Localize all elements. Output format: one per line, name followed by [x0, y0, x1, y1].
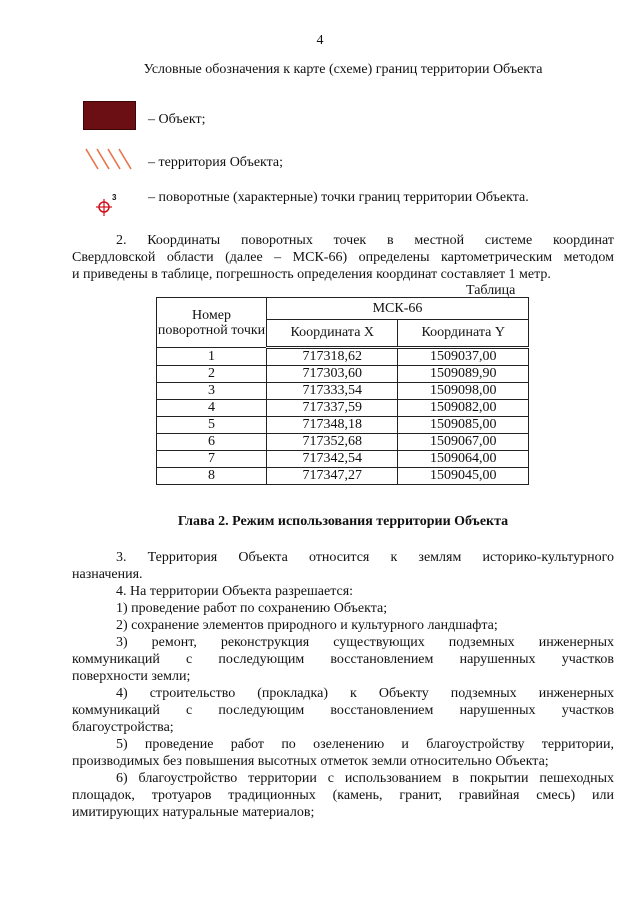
list-item-line: поверхности земли; [72, 669, 191, 684]
paragraph-line: 2. Координаты поворотных точек в местной системе координат [116, 233, 614, 248]
legend-territory-text: – территория Объекта; [148, 155, 284, 170]
col-header-y: Координата Y [398, 320, 529, 348]
cell-point-number: 7 [157, 451, 267, 468]
cell-y: 1509085,00 [398, 417, 529, 434]
list-item: 2) сохранение элементов природного и культурного ландшафта; [116, 618, 498, 633]
col-header-x: Координата X [267, 320, 398, 348]
paragraph-line: назначения. [72, 567, 143, 582]
paragraph-line: Свердловской области (далее – МСК-66) определены картометрическим методом [72, 250, 614, 265]
cell-x: 717333,54 [267, 383, 398, 400]
cell-y: 1509067,00 [398, 434, 529, 451]
coordinates-paragraph [72, 232, 614, 283]
page-number: 4 [316, 33, 324, 48]
chapter-body [72, 549, 614, 821]
paragraph-line: 4. На территории Объекта разрешается: [116, 584, 354, 599]
cell-point-number: 2 [157, 366, 267, 383]
table-row [157, 468, 529, 485]
cell-y: 1509064,00 [398, 451, 529, 468]
cell-y: 1509098,00 [398, 383, 529, 400]
list-item-line: производимых без повышения высотных отметок земли относительно Объекта; [72, 754, 549, 769]
table-row [157, 434, 529, 451]
cell-y: 1509037,00 [398, 348, 529, 366]
col-header-msk66: МСК-66 [267, 298, 529, 320]
table-row [157, 417, 529, 434]
table-row [157, 366, 529, 383]
list-item-line: площадок, тротуаров традиционных (камень, гранит, гравийная смесь) или [72, 788, 614, 803]
territory-hatch-swatch [84, 147, 138, 171]
cell-x: 717342,54 [267, 451, 398, 468]
cell-point-number: 4 [157, 400, 267, 417]
paragraph-line: 3. Территория Объекта относится к землям историко-культурного [116, 550, 614, 565]
list-item: 1) проведение работ по сохранению Объекта; [116, 601, 388, 616]
list-item: 5) проведение работ по озеленению и благоустройству территории, [116, 737, 614, 752]
turning-point-marker-icon [94, 192, 124, 218]
list-item: 3) ремонт, реконструкция существующих подземных инженерных [116, 635, 614, 650]
list-item: 4) строительство (прокладка) к Объекту подземных инженерных [116, 686, 614, 701]
cell-y: 1509045,00 [398, 468, 529, 485]
list-item-line: коммуникаций с последующим восстановлением нарушенных участков [72, 652, 614, 667]
cell-y: 1509082,00 [398, 400, 529, 417]
cell-point-number: 6 [157, 434, 267, 451]
table-row [157, 400, 529, 417]
list-item: 6) благоустройство территории с использованием в покрытии пешеходных [116, 771, 614, 786]
col-header-point-number: Номер поворотной точки [157, 298, 267, 348]
cell-x: 717348,18 [267, 417, 398, 434]
cell-x: 717347,27 [267, 468, 398, 485]
legend-title: Условные обозначения к карте (схеме) границ территории Объекта [143, 62, 543, 77]
legend-object-text: – Объект; [148, 112, 206, 127]
turning-point-marker-label: 3 [112, 193, 117, 202]
list-item-line: коммуникаций с последующим восстановлением нарушенных участков [72, 703, 614, 718]
chapter-heading: Глава 2. Режим использования территории Объекта [177, 514, 509, 529]
list-item-line: имитирующих натуральные материалов; [72, 805, 315, 820]
coordinates-table [156, 297, 529, 485]
cell-x: 717303,60 [267, 366, 398, 383]
cell-point-number: 3 [157, 383, 267, 400]
cell-x: 717352,68 [267, 434, 398, 451]
table-row [157, 383, 529, 400]
cell-point-number: 8 [157, 468, 267, 485]
table-label: Таблица [466, 283, 516, 298]
table-row [157, 348, 529, 366]
table-row [157, 451, 529, 468]
legend-point-text: – поворотные (характерные) точки границ территории Объекта. [148, 190, 529, 205]
cell-point-number: 1 [157, 348, 267, 366]
cell-point-number: 5 [157, 417, 267, 434]
list-item-line: благоустройства; [72, 720, 174, 735]
cell-x: 717318,62 [267, 348, 398, 366]
cell-y: 1509089,90 [398, 366, 529, 383]
paragraph-line: и приведены в таблице, погрешность определения координат составляет 1 метр. [72, 267, 551, 282]
cell-x: 717337,59 [267, 400, 398, 417]
object-fill-swatch [83, 101, 136, 130]
